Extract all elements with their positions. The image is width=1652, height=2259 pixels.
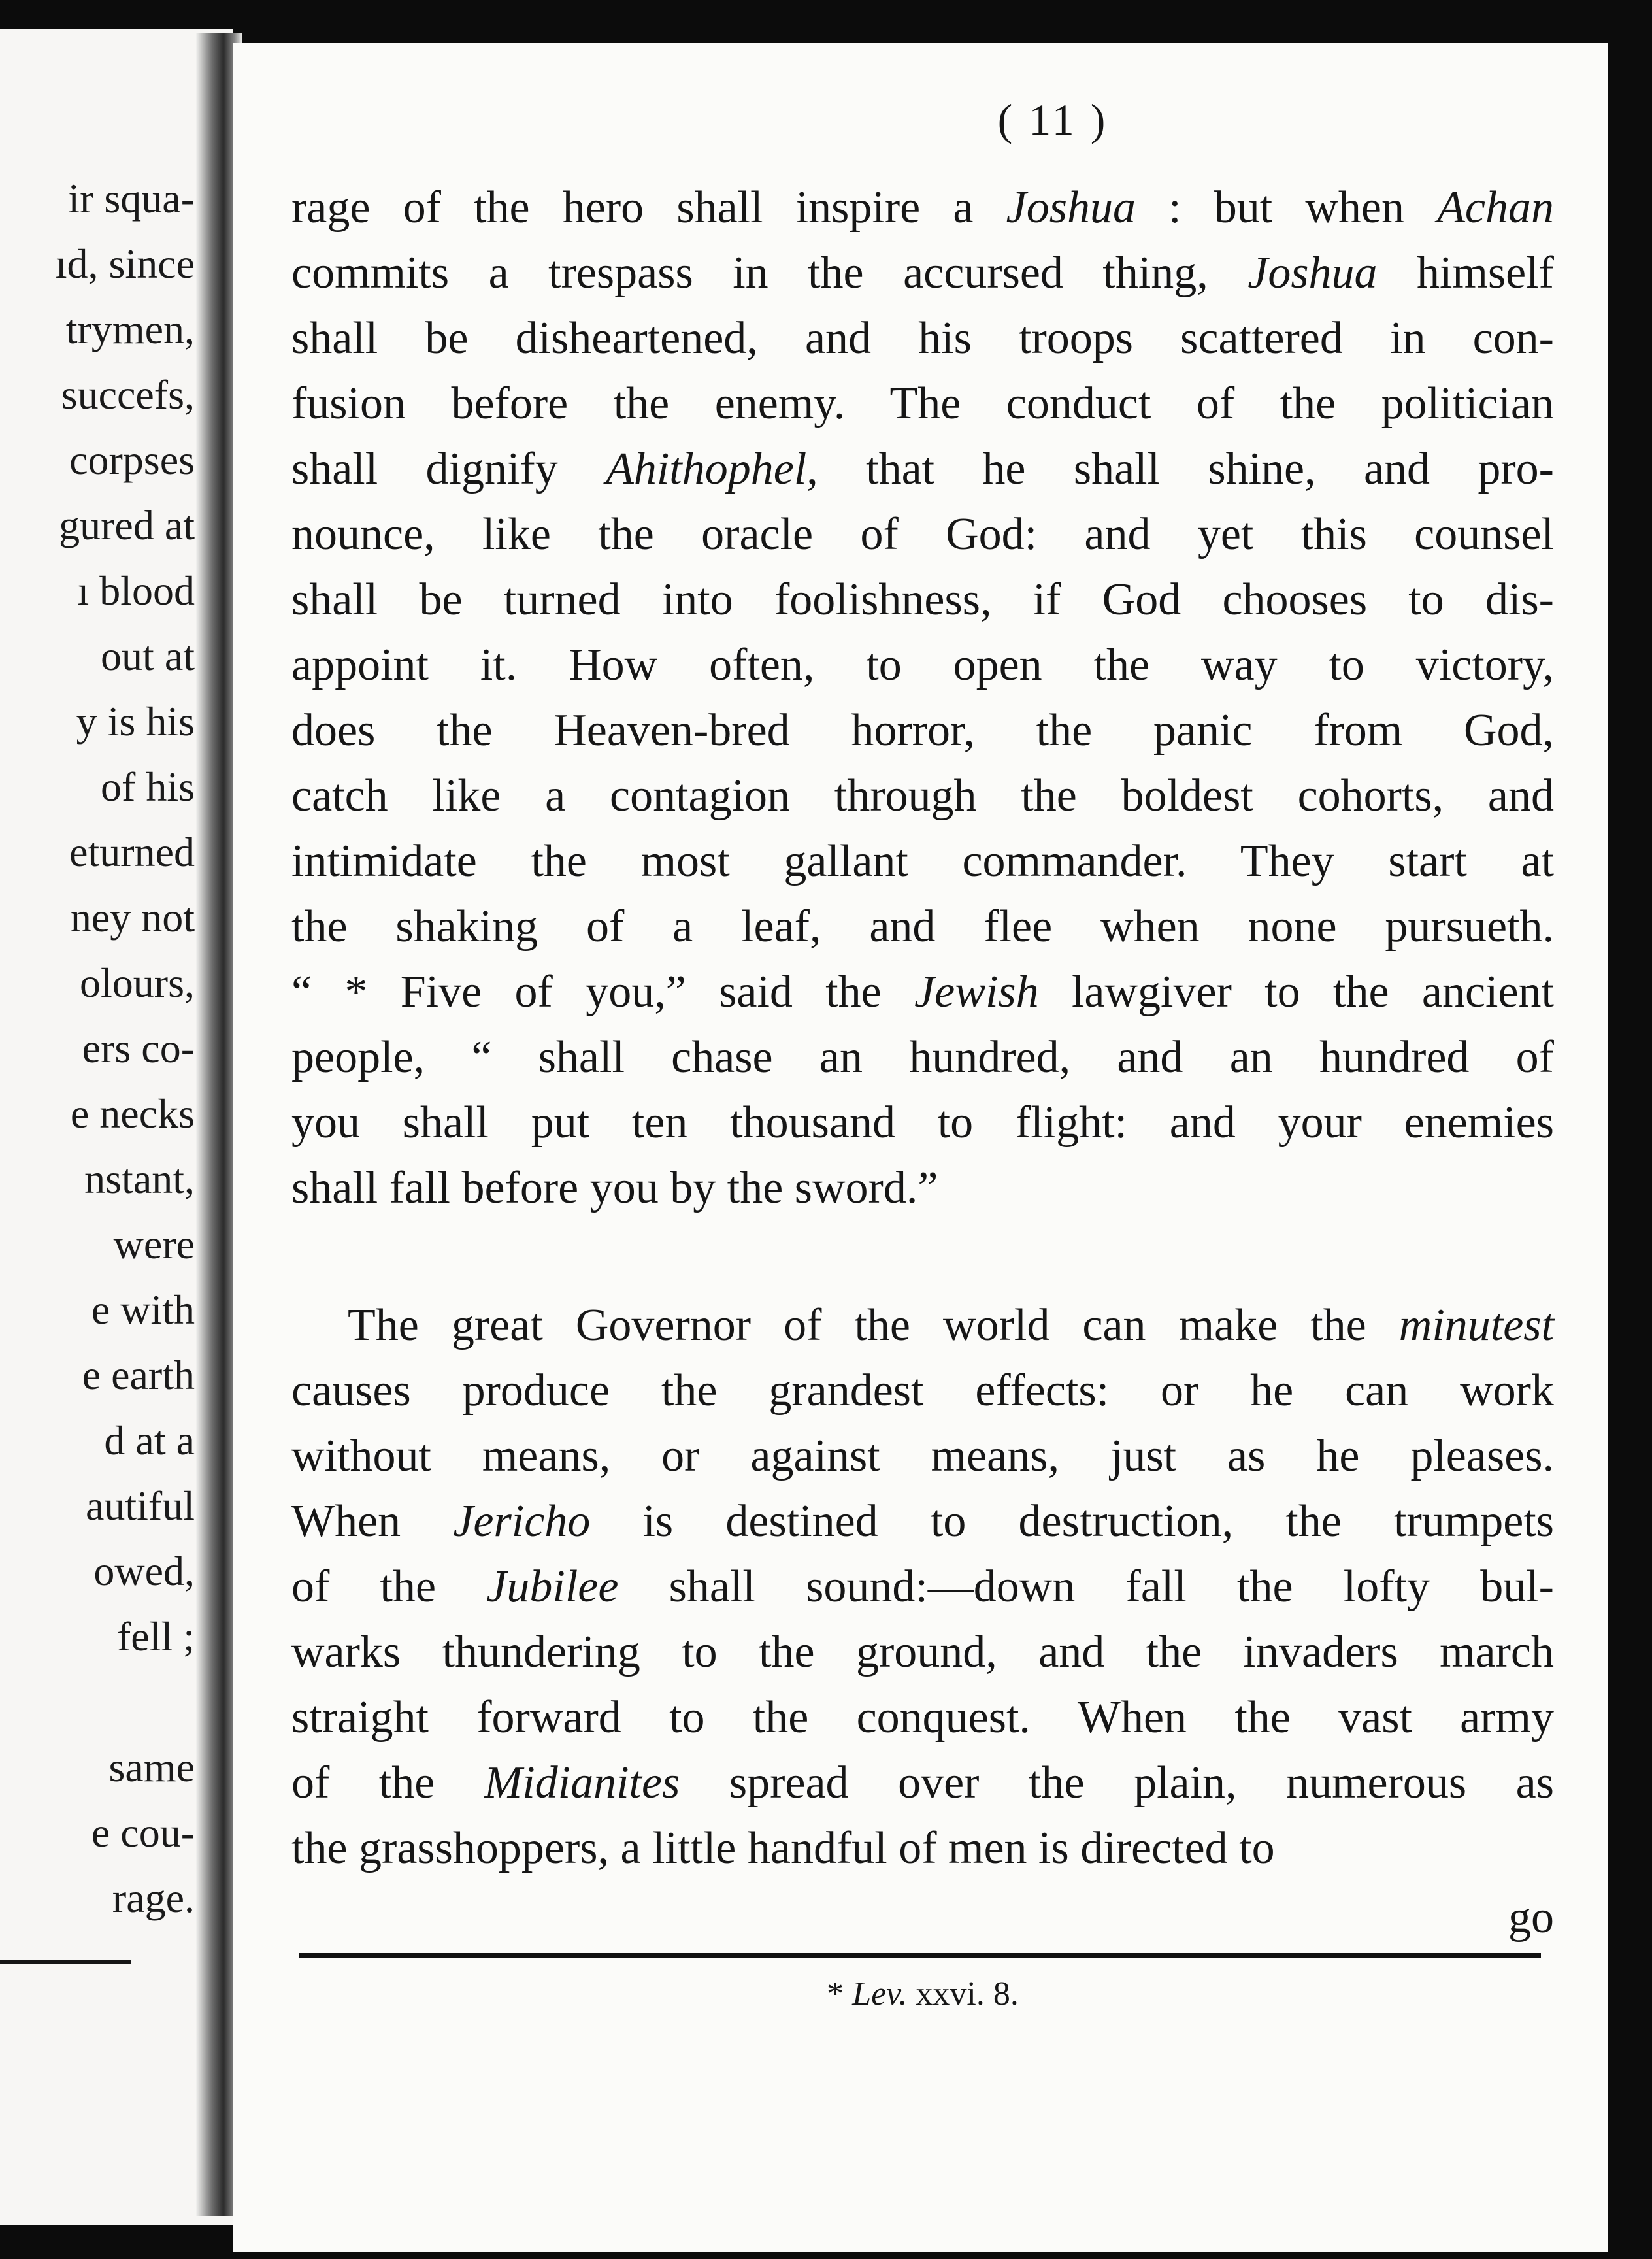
text-segment: intimidate the most gallant commander. They start at xyxy=(291,836,1554,886)
text-segment: of the xyxy=(291,1758,484,1808)
footnote xyxy=(291,1975,1554,2013)
text-segment: of the xyxy=(291,1562,487,1612)
footnote-source: Lev. xyxy=(852,1975,908,2013)
text-line xyxy=(291,1358,1554,1424)
left-page-line: nstant, xyxy=(84,1156,195,1202)
catchword: go xyxy=(1508,1892,1554,1943)
left-page-line: owed, xyxy=(93,1548,195,1594)
text-segment: shall dignify xyxy=(291,444,606,494)
text-line xyxy=(291,175,1554,241)
text-line xyxy=(291,633,1554,698)
text-segment: shall be disheartened, and his troops scattered in con- xyxy=(291,313,1554,363)
text-line xyxy=(291,1025,1554,1090)
italic-name: Achan xyxy=(1437,182,1554,233)
left-page-line: d at a xyxy=(104,1417,195,1464)
left-page-line: of his xyxy=(101,763,195,810)
text-segment: , that he shall shine, and pro- xyxy=(806,444,1554,494)
left-page-line: e earth xyxy=(82,1352,195,1398)
text-segment: fusion before the enemy. The conduct of the politician xyxy=(291,378,1554,429)
left-page-line: out at xyxy=(101,633,195,679)
footnote-rule xyxy=(299,1953,1541,1958)
left-page-line: e cou- xyxy=(91,1809,195,1856)
left-page-line: e with xyxy=(91,1286,195,1333)
text-line xyxy=(291,698,1554,763)
left-page-line: y is his xyxy=(76,698,195,745)
left-page-line: e necks xyxy=(70,1090,195,1137)
text-line xyxy=(348,1293,1554,1358)
text-segment: catch like a contagion through the boldest cohorts, and xyxy=(291,771,1554,821)
left-page-line: succefs, xyxy=(61,371,195,418)
text-segment: without means, or against means, just as he pleases. xyxy=(291,1431,1554,1481)
text-line xyxy=(291,763,1554,829)
left-page-line: fell ; xyxy=(116,1613,195,1660)
text-segment: the shaking of a leaf, and flee when none pursueth. xyxy=(291,901,1554,952)
left-page-line: eturned xyxy=(69,829,195,875)
left-page-line: ı blood xyxy=(77,567,195,614)
left-page-line: trymen, xyxy=(65,306,195,352)
footnote-marker: * xyxy=(827,1975,853,2013)
text-line xyxy=(291,371,1554,437)
text-segment: the grasshoppers, a little handful of men is directed to xyxy=(291,1823,1275,1873)
text-segment: rage of the hero shall inspire a xyxy=(291,182,1006,233)
text-line xyxy=(291,1685,1554,1750)
text-segment: lawgiver to the ancient xyxy=(1038,967,1554,1017)
text-segment: causes produce the grandest effects: or he can work xyxy=(291,1365,1554,1416)
text-line xyxy=(291,1750,1554,1816)
italic-name: Joshua xyxy=(1247,248,1378,298)
italic-name: Joshua xyxy=(1006,182,1136,233)
text-segment: you shall put ten thousand to flight: and your enemies xyxy=(291,1097,1554,1148)
text-line xyxy=(291,829,1554,894)
left-page-line: gured at xyxy=(59,502,195,548)
text-segment: When xyxy=(291,1496,454,1547)
text-segment: himself xyxy=(1377,248,1554,298)
left-page-rule xyxy=(0,1960,131,1964)
text-segment: is destined to destruction, the trumpets xyxy=(590,1496,1554,1547)
text-line xyxy=(291,1489,1554,1554)
text-line xyxy=(291,960,1554,1025)
left-page-line: were xyxy=(113,1221,195,1267)
text-segment: commits a trespass in the accursed thing, xyxy=(291,248,1248,298)
italic-name: Jewish xyxy=(914,967,1039,1017)
text-segment: spread over the plain, numerous as xyxy=(680,1758,1554,1808)
footnote-reference: xxvi. 8. xyxy=(907,1975,1019,2013)
text-line xyxy=(291,1554,1554,1620)
text-segment: does the Heaven-bred horror, the panic from God, xyxy=(291,705,1554,756)
text-line xyxy=(291,1090,1554,1156)
italic-name: Jubilee xyxy=(486,1562,619,1612)
text-line xyxy=(291,1620,1554,1685)
left-page-line: ir squa- xyxy=(68,175,195,222)
text-line xyxy=(291,306,1554,371)
text-segment: nounce, like the oracle of God: and yet this counsel xyxy=(291,509,1554,560)
text-segment: shall fall before you by the sword.” xyxy=(291,1163,938,1213)
text-segment: The great Governor of the world can make the xyxy=(348,1300,1399,1350)
left-page-line: olours, xyxy=(80,960,195,1006)
text-segment: : but when xyxy=(1135,182,1438,233)
left-page-line: same xyxy=(108,1744,195,1790)
italic-name: Midianites xyxy=(484,1758,680,1808)
text-line xyxy=(291,894,1554,960)
text-segment: straight forward to the conquest. When the vast army xyxy=(291,1692,1554,1743)
page-number: ( 11 ) xyxy=(997,95,1108,144)
text-segment: shall be turned into foolishness, if God chooses to dis- xyxy=(291,575,1554,625)
italic-name: Ahithophel xyxy=(606,444,807,494)
left-page-line: ney not xyxy=(70,894,195,941)
text-segment: shall sound:—down fall the lofty bul- xyxy=(618,1562,1554,1612)
left-page-line: ıd, since xyxy=(55,241,195,287)
text-segment: people, “ shall chase an hundred, and an hundred of xyxy=(291,1032,1554,1082)
italic-name: Jericho xyxy=(453,1496,591,1547)
text-segment: warks thundering to the ground, and the invaders march xyxy=(291,1627,1554,1677)
italic-name: minutest xyxy=(1398,1300,1554,1350)
text-line xyxy=(291,1816,1554,1881)
text-segment: appoint it. How often, to open the way to victory, xyxy=(291,640,1554,690)
left-page-line: corpses xyxy=(69,437,195,483)
text-line xyxy=(291,1156,1554,1221)
text-line xyxy=(291,241,1554,306)
text-line xyxy=(291,1424,1554,1489)
left-page-line: autiful xyxy=(85,1482,195,1529)
text-line xyxy=(291,502,1554,567)
text-line xyxy=(291,437,1554,502)
right-page xyxy=(233,43,1608,2252)
left-page-line: ers co- xyxy=(82,1025,195,1071)
left-page-line: rage. xyxy=(112,1875,195,1921)
text-line xyxy=(291,567,1554,633)
text-segment: “ * Five of you,” said the xyxy=(291,967,915,1017)
